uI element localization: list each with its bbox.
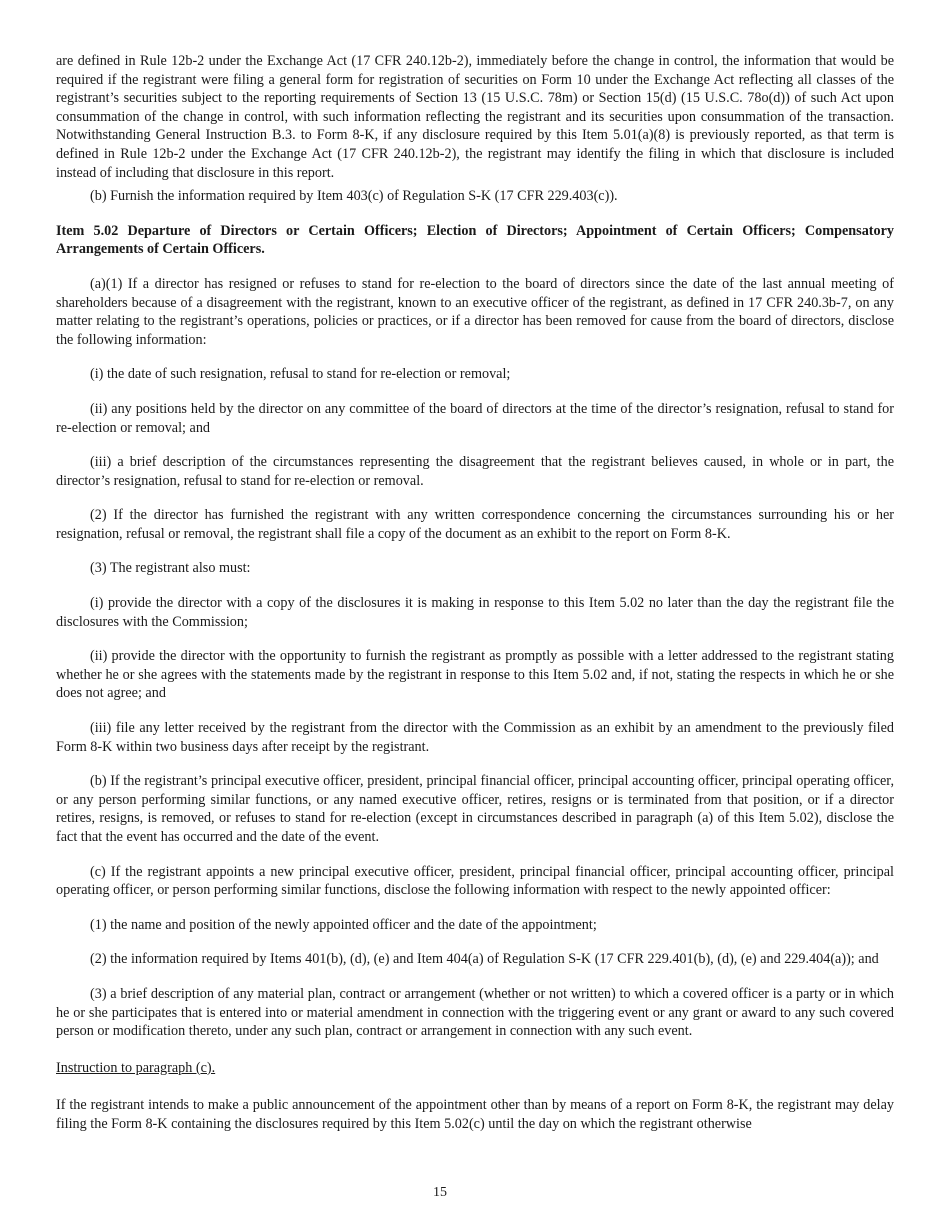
continuation-paragraph: are defined in Rule 12b-2 under the Exchange Act (17 CFR 240.12b-2), immediately before the change in control, the information that would be required if the registrant were filing a general form for registration of securities on Form 10 under the Exchange Act reflecting all classes of the registrant’s securities subject to the reporting requirements of Section 13 (15 U.S.C. 78m) or Section 15(d) (15 U.S.C. 78o(d)) of such Act upon consummation of the change in control, with such information reflecting the registrant and its securities upon consummation of the transaction. Notwithstanding General Instruction B.3. to Form 8-K, if any disclosure required by this Item 5.01(a)(8) is previously reported, as that term is defined in Rule 12b-2 under the Exchange Act (17 CFR 240.12b-2), the registrant may identify the filing in which that disclosure is included instead of including that disclosure in this report. — [56, 53, 894, 181]
paragraph-c2: (2) the information required by Items 401(b), (d), (e) and Item 404(a) of Regulation S-K (17 CFR 229.401(b), (d), (e) and 229.404(a)); and — [90, 951, 879, 968]
instruction-heading: Instruction to paragraph (c). — [56, 1059, 216, 1076]
paragraph-a1-i: (i) the date of such resignation, refusal to stand for re-election or removal; — [90, 366, 511, 383]
paragraph-c3: (3) a brief description of any material plan, contract or arrangement (whether or not written) to which a covered officer is a party or in which he or she participates that is entered into or material amendment in connection with the triggering event or any grant or award to any such covered person or modification thereto, under any such plan, contract or arrangement in connection with any such event. — [56, 985, 894, 1040]
paragraph-b: (b) If the registrant’s principal executive officer, president, principal financial officer, principal accounting officer, principal operating officer, or any person performing similar functions, or any named executive officer, retires, resigns or is terminated from that position, or if a director retires, resigns, is removed, or refuses to stand for re-election (except in circumstances described in paragraph (a) of this Item 5.02), disclose the fact that the event has occurred and the date of the event. — [56, 773, 894, 845]
paragraph-a3: (3) The registrant also must: — [90, 560, 251, 577]
paragraph-a1-ii: (ii) any positions held by the director on any committee of the board of directors at the time of the director’s resignation, refusal to stand for re-election or removal; and — [56, 400, 894, 436]
paragraph-a3-i: (i) provide the director with a copy of the disclosures it is making in response to this Item 5.02 no later than the day the registrant file the disclosures with the Commission; — [56, 595, 894, 630]
paragraph-a1: (a)(1) If a director has resigned or refuses to stand for re-election to the board of directors since the date of the last annual meeting of shareholders because of a disagreement with the registrant, known to an executive officer of the registrant, as defined in 17 CFR 240.3b-7, on any matter relating to the registrant’s operations, policies or practices, or if a director has been removed for cause from the board of directors, disclose the following information: — [56, 275, 894, 348]
paragraph-c: (c) If the registrant appoints a new principal executive officer, president, principal financial officer, principal accounting officer, principal operating officer, or person performing similar functions, disclose the following information with respect to the newly appointed officer: — [56, 863, 894, 899]
paragraph-c1: (1) the name and position of the newly appointed officer and the date of the appointment; — [90, 916, 597, 933]
item-502-heading: Item 5.02 Departure of Directors or Certain Officers; Election of Directors; Appointment of Certain Officers; Compensatory Arrangements of Certain Officers. — [56, 222, 894, 258]
paragraph-a1-iii: (iii) a brief description of the circumstances representing the disagreement that the registrant believes caused, in whole or in part, the director’s resignation, refusal to stand for re-election or removal. — [56, 454, 894, 489]
document-page — [56, 52, 894, 1134]
item-501-paragraph-b: (b) Furnish the information required by Item 403(c) of Regulation S-K (17 CFR 229.403(c)). — [90, 188, 618, 205]
paragraph-a2: (2) If the director has furnished the registrant with any written correspondence concerning the circumstances surrounding his or her resignation, refusal or removal, the registrant shall file a copy of the document as an exhibit to the report on Form 8-K. — [56, 507, 894, 542]
instruction-text: If the registrant intends to make a public announcement of the appointment other than by means of a report on Form 8-K, the registrant may delay filing the Form 8-K containing the disclosures required by this Item 5.02(c) until the day on which the registrant otherwise — [56, 1097, 894, 1132]
page-number: 15 — [433, 1185, 447, 1200]
paragraph-a3-ii: (ii) provide the director with the opportunity to furnish the registrant as promptly as possible with a letter addressed to the registrant stating whether he or she agrees with the statements made by the registrant in response to this Item 5.02 and, if not, stating the respects in which he or she does not agree; and — [56, 648, 894, 702]
paragraph-a3-iii: (iii) file any letter received by the registrant from the director with the Commission as an exhibit by an amendment to the previously filed Form 8-K within two business days after receipt by the registrant. — [56, 720, 894, 755]
